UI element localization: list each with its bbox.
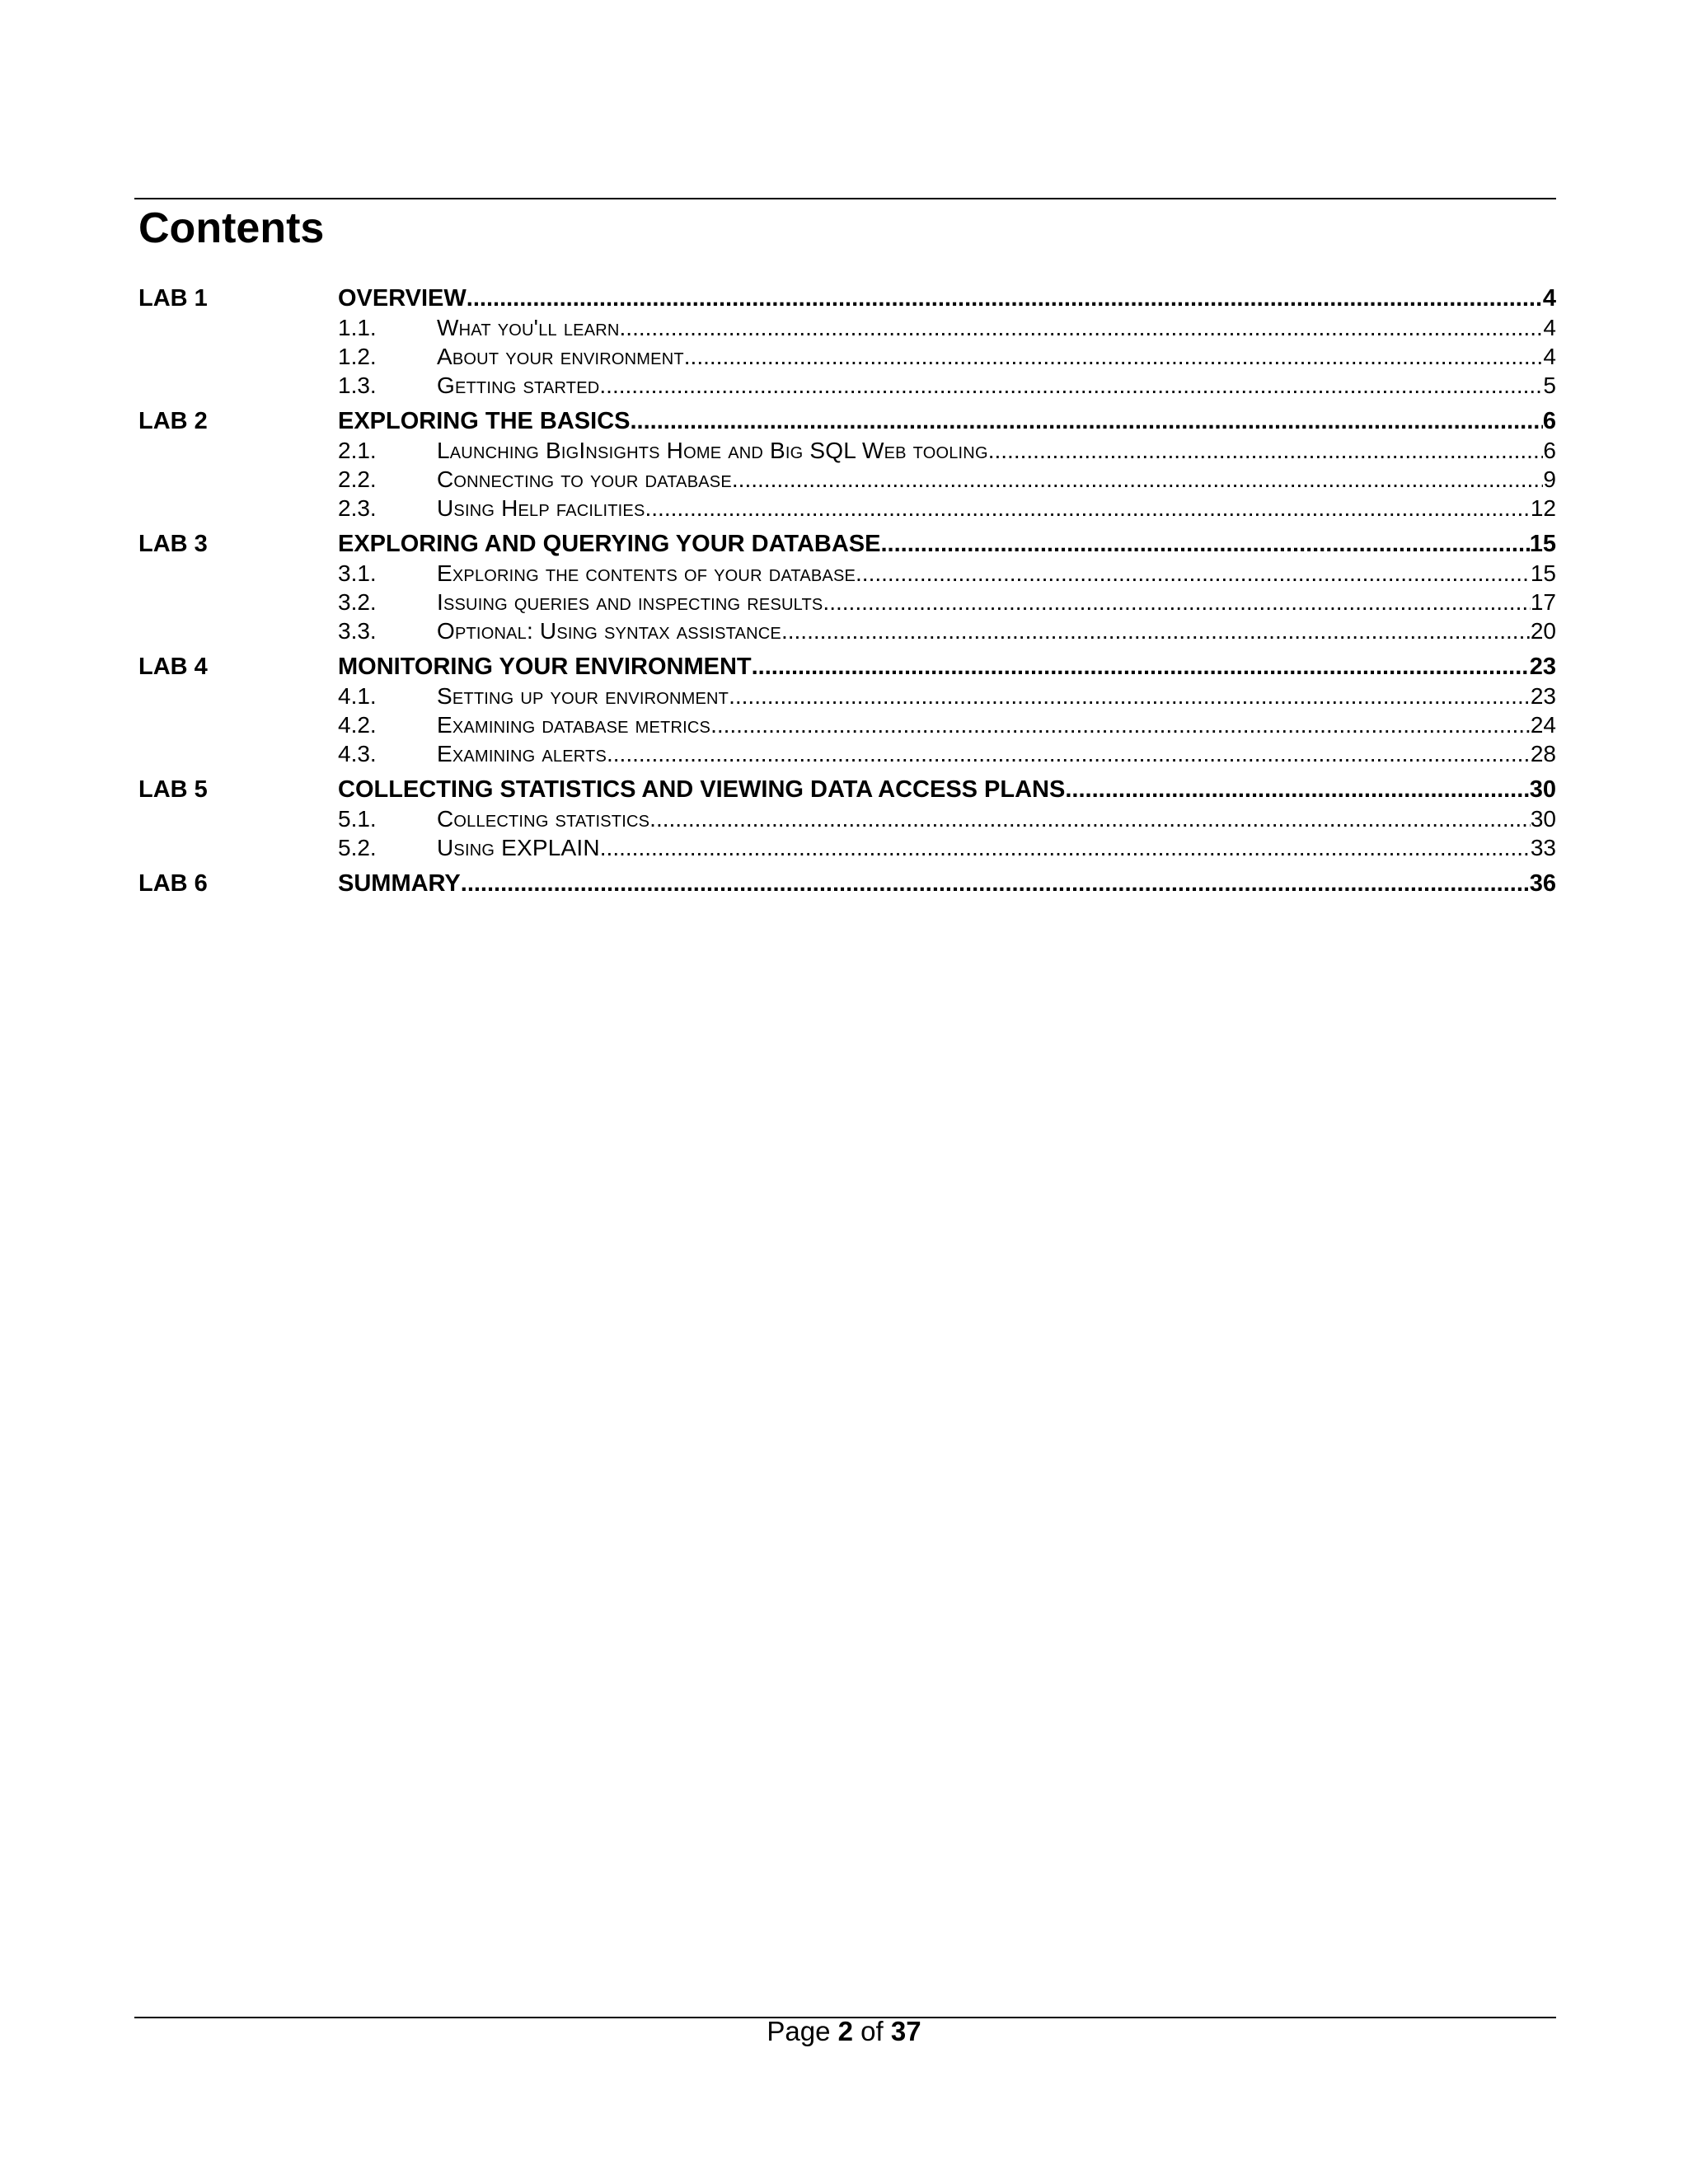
toc-section-entry[interactable] bbox=[138, 313, 1556, 342]
toc-lab-block bbox=[138, 869, 1556, 898]
toc-lab-page: 30 bbox=[1529, 776, 1556, 803]
toc-section-title: Exploring the contents of your database bbox=[437, 560, 856, 586]
toc-entry-line bbox=[437, 616, 1556, 645]
toc-section-title: Optional: Using syntax assistance bbox=[437, 618, 781, 644]
toc-section-page: 5 bbox=[1543, 373, 1556, 398]
dot-leader bbox=[781, 616, 1531, 645]
toc-section-number: 2.1. bbox=[338, 438, 377, 463]
toc-lab-block bbox=[138, 407, 1556, 523]
toc-entry-line bbox=[437, 804, 1556, 833]
toc-entry-line bbox=[437, 833, 1556, 862]
toc-lab-block bbox=[138, 284, 1556, 400]
toc-lab-page: 6 bbox=[1542, 408, 1556, 434]
page-footer bbox=[0, 2011, 1688, 2052]
toc-section-page: 33 bbox=[1530, 835, 1556, 860]
dot-leader bbox=[600, 833, 1531, 862]
toc-section-entry[interactable] bbox=[138, 436, 1556, 465]
toc-lab-title: MONITORING YOUR ENVIRONMENT bbox=[338, 654, 752, 680]
toc-section-page: 9 bbox=[1543, 466, 1556, 492]
toc-section-title: Examining alerts bbox=[437, 741, 607, 766]
toc-section-title: Using EXPLAIN bbox=[437, 835, 600, 860]
toc-section-page: 12 bbox=[1530, 495, 1556, 521]
toc-entry-line bbox=[338, 530, 1556, 559]
toc-section-entry[interactable] bbox=[138, 465, 1556, 494]
toc-section-number: 1.1. bbox=[338, 315, 377, 340]
toc-lab-page: 36 bbox=[1529, 870, 1556, 897]
toc-entry-line bbox=[338, 407, 1556, 436]
toc-section-number: 4.3. bbox=[338, 741, 377, 766]
toc-section-number: 4.1. bbox=[338, 683, 377, 709]
toc-entry-line bbox=[338, 776, 1556, 804]
toc-lab-id: LAB 3 bbox=[138, 531, 208, 557]
toc-section-page: 28 bbox=[1530, 741, 1556, 766]
toc-section-entry[interactable] bbox=[138, 559, 1556, 588]
toc-lab-entry[interactable] bbox=[138, 653, 1556, 682]
toc-entry-line bbox=[437, 342, 1556, 371]
toc-section-number: 3.1. bbox=[338, 560, 377, 586]
footer-page-prefix: Page bbox=[767, 2016, 831, 2046]
toc-section-entry[interactable] bbox=[138, 682, 1556, 710]
toc-lab-block bbox=[138, 530, 1556, 645]
toc-lab-title: EXPLORING AND QUERYING YOUR DATABASE bbox=[338, 531, 881, 557]
toc-section-entry[interactable] bbox=[138, 710, 1556, 739]
toc-section-number: 5.2. bbox=[338, 835, 377, 860]
toc-section-title: Connecting to your database bbox=[437, 466, 732, 492]
toc-lab-page: 15 bbox=[1529, 531, 1556, 557]
toc-section-number: 2.3. bbox=[338, 495, 377, 521]
toc-lab-title: EXPLORING THE BASICS bbox=[338, 408, 631, 434]
dot-leader bbox=[607, 739, 1531, 768]
toc-section-entry[interactable] bbox=[138, 739, 1556, 768]
toc-section-page: 4 bbox=[1543, 315, 1556, 340]
toc-lab-block bbox=[138, 653, 1556, 768]
toc-lab-entry[interactable] bbox=[138, 407, 1556, 436]
toc-lab-id: LAB 5 bbox=[138, 776, 208, 803]
dot-leader bbox=[620, 313, 1544, 342]
top-divider bbox=[134, 198, 1556, 199]
table-of-contents bbox=[138, 284, 1556, 906]
toc-section-entry[interactable] bbox=[138, 616, 1556, 645]
dot-leader bbox=[684, 342, 1544, 371]
dot-leader bbox=[823, 588, 1530, 616]
toc-section-number: 5.1. bbox=[338, 806, 377, 832]
dot-leader bbox=[710, 710, 1531, 739]
toc-section-title: Issuing queries and inspecting results bbox=[437, 589, 823, 615]
toc-section-page: 24 bbox=[1530, 712, 1556, 738]
dot-leader bbox=[856, 559, 1531, 588]
toc-entry-line bbox=[437, 465, 1556, 494]
toc-section-entry[interactable] bbox=[138, 494, 1556, 523]
page-title: Contents bbox=[138, 204, 325, 252]
toc-entry-line bbox=[437, 739, 1556, 768]
toc-section-title: Launching BigInsights Home and Big SQL Web tooling bbox=[437, 438, 988, 463]
toc-section-number: 2.2. bbox=[338, 466, 377, 492]
toc-section-number: 3.3. bbox=[338, 618, 377, 644]
toc-lab-entry[interactable] bbox=[138, 530, 1556, 559]
toc-entry-line bbox=[338, 653, 1556, 682]
toc-entry-line bbox=[338, 284, 1556, 313]
toc-section-title: Collecting statistics bbox=[437, 806, 650, 832]
footer-total-pages: 37 bbox=[890, 2016, 921, 2046]
toc-section-entry[interactable] bbox=[138, 588, 1556, 616]
toc-entry-line bbox=[437, 313, 1556, 342]
dot-leader bbox=[732, 465, 1544, 494]
dot-leader bbox=[461, 869, 1530, 898]
dot-leader bbox=[467, 284, 1543, 313]
toc-section-entry[interactable] bbox=[138, 804, 1556, 833]
toc-entry-line bbox=[437, 588, 1556, 616]
toc-lab-entry[interactable] bbox=[138, 284, 1556, 313]
toc-section-page: 6 bbox=[1543, 438, 1556, 463]
dot-leader bbox=[752, 653, 1530, 682]
dot-leader bbox=[645, 494, 1531, 523]
toc-section-number: 1.3. bbox=[338, 373, 377, 398]
dot-leader bbox=[649, 804, 1531, 833]
toc-lab-page: 4 bbox=[1542, 285, 1556, 312]
toc-section-title: About your environment bbox=[437, 344, 684, 369]
toc-lab-id: LAB 4 bbox=[138, 654, 208, 680]
toc-section-entry[interactable] bbox=[138, 342, 1556, 371]
toc-section-entry[interactable] bbox=[138, 371, 1556, 400]
toc-entry-line bbox=[437, 436, 1556, 465]
toc-lab-block bbox=[138, 776, 1556, 862]
toc-section-number: 4.2. bbox=[338, 712, 377, 738]
toc-section-title: Getting started bbox=[437, 373, 600, 398]
dot-leader bbox=[880, 530, 1529, 559]
toc-entry-line bbox=[338, 869, 1556, 898]
toc-section-number: 1.2. bbox=[338, 344, 377, 369]
toc-entry-line bbox=[437, 682, 1556, 710]
toc-section-page: 23 bbox=[1530, 683, 1556, 709]
toc-section-number: 3.2. bbox=[338, 589, 377, 615]
toc-entry-line bbox=[437, 494, 1556, 523]
toc-section-title: Examining database metrics bbox=[437, 712, 711, 738]
toc-lab-page: 23 bbox=[1529, 654, 1556, 680]
dot-leader bbox=[631, 407, 1543, 436]
toc-section-title: What you'll learn bbox=[437, 315, 620, 340]
dot-leader bbox=[599, 371, 1543, 400]
toc-entry-line bbox=[437, 559, 1556, 588]
toc-section-title: Using Help facilities bbox=[437, 495, 645, 521]
toc-section-title: Setting up your environment bbox=[437, 683, 729, 709]
footer-of: of bbox=[860, 2016, 884, 2046]
toc-lab-id: LAB 6 bbox=[138, 870, 208, 897]
dot-leader bbox=[1065, 776, 1529, 804]
toc-lab-id: LAB 2 bbox=[138, 408, 208, 434]
toc-lab-id: LAB 1 bbox=[138, 285, 208, 312]
toc-section-entry[interactable] bbox=[138, 833, 1556, 862]
toc-lab-title: COLLECTING STATISTICS AND VIEWING DATA ACCESS PLANS bbox=[338, 776, 1066, 803]
toc-section-page: 20 bbox=[1530, 618, 1556, 644]
toc-section-page: 15 bbox=[1530, 560, 1556, 586]
dot-leader bbox=[988, 436, 1544, 465]
toc-section-page: 17 bbox=[1530, 589, 1556, 615]
toc-lab-title: OVERVIEW bbox=[338, 285, 467, 312]
toc-section-page: 30 bbox=[1530, 806, 1556, 832]
toc-lab-entry[interactable] bbox=[138, 869, 1556, 898]
dot-leader bbox=[729, 682, 1531, 710]
toc-lab-entry[interactable] bbox=[138, 776, 1556, 804]
toc-lab-title: SUMMARY bbox=[338, 870, 461, 897]
toc-entry-line bbox=[437, 710, 1556, 739]
toc-section-page: 4 bbox=[1543, 344, 1556, 369]
toc-entry-line bbox=[437, 371, 1556, 400]
footer-current-page: 2 bbox=[837, 2016, 853, 2046]
